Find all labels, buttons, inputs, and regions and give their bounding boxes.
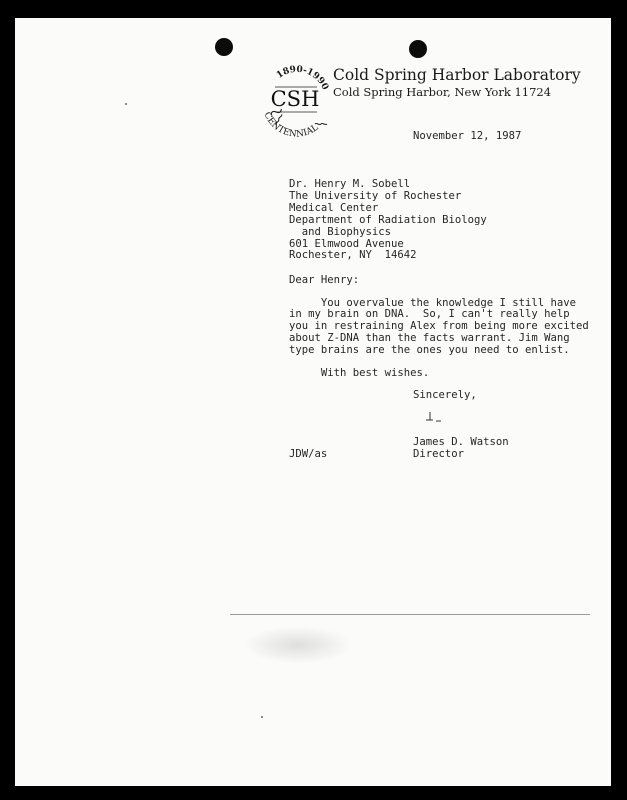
seal-bottom-text: CENTENNIAL [261, 110, 321, 140]
closing-wishes: With best wishes. [289, 367, 430, 379]
handwritten-signature [421, 410, 447, 424]
punch-hole-right [409, 40, 427, 58]
recipient-line: and Biophysics [289, 226, 392, 238]
body-line: about Z-DNA than the facts warrant. Jim Wang [289, 332, 570, 344]
paper-speck [125, 103, 127, 105]
seal-top-text: 1890-1990 [275, 64, 330, 92]
paper-speck [261, 716, 263, 718]
sign-off: Sincerely, [413, 389, 477, 401]
signer-title: Director [413, 448, 465, 460]
recipient-line: The University of Rochester [289, 190, 462, 202]
punch-hole-left [215, 38, 233, 56]
recipient-line: Dr. Henry M. Sobell [289, 178, 411, 190]
body-line: You overvalue the knowledge I still have [289, 297, 577, 309]
seal-center-text: CSH [270, 87, 320, 111]
recipient-line: 601 Elmwood Avenue [289, 238, 404, 250]
body-line: you in restraining Alex from being more excited [289, 320, 589, 332]
recipient-line: Medical Center [289, 202, 379, 214]
org-name: Cold Spring Harbor Laboratory [333, 66, 581, 84]
typist-initials: JDW/as [289, 448, 328, 460]
signer-name: James D. Watson [413, 436, 509, 448]
letter-date: November 12, 1987 [413, 130, 522, 142]
salutation: Dear Henry: [289, 274, 360, 286]
page-rule [230, 614, 590, 615]
recipient-line: Rochester, NY 14642 [289, 249, 417, 261]
ink-smudge [243, 626, 353, 664]
letter-page [15, 18, 611, 786]
org-address: Cold Spring Harbor, New York 11724 [333, 85, 552, 99]
body-line: in my brain on DNA. So, I can't really help [289, 308, 570, 320]
body-line: type brains are the ones you need to enlist. [289, 344, 570, 356]
seal-bottom-arc [255, 58, 339, 142]
recipient-line: Department of Radiation Biology [289, 214, 487, 226]
